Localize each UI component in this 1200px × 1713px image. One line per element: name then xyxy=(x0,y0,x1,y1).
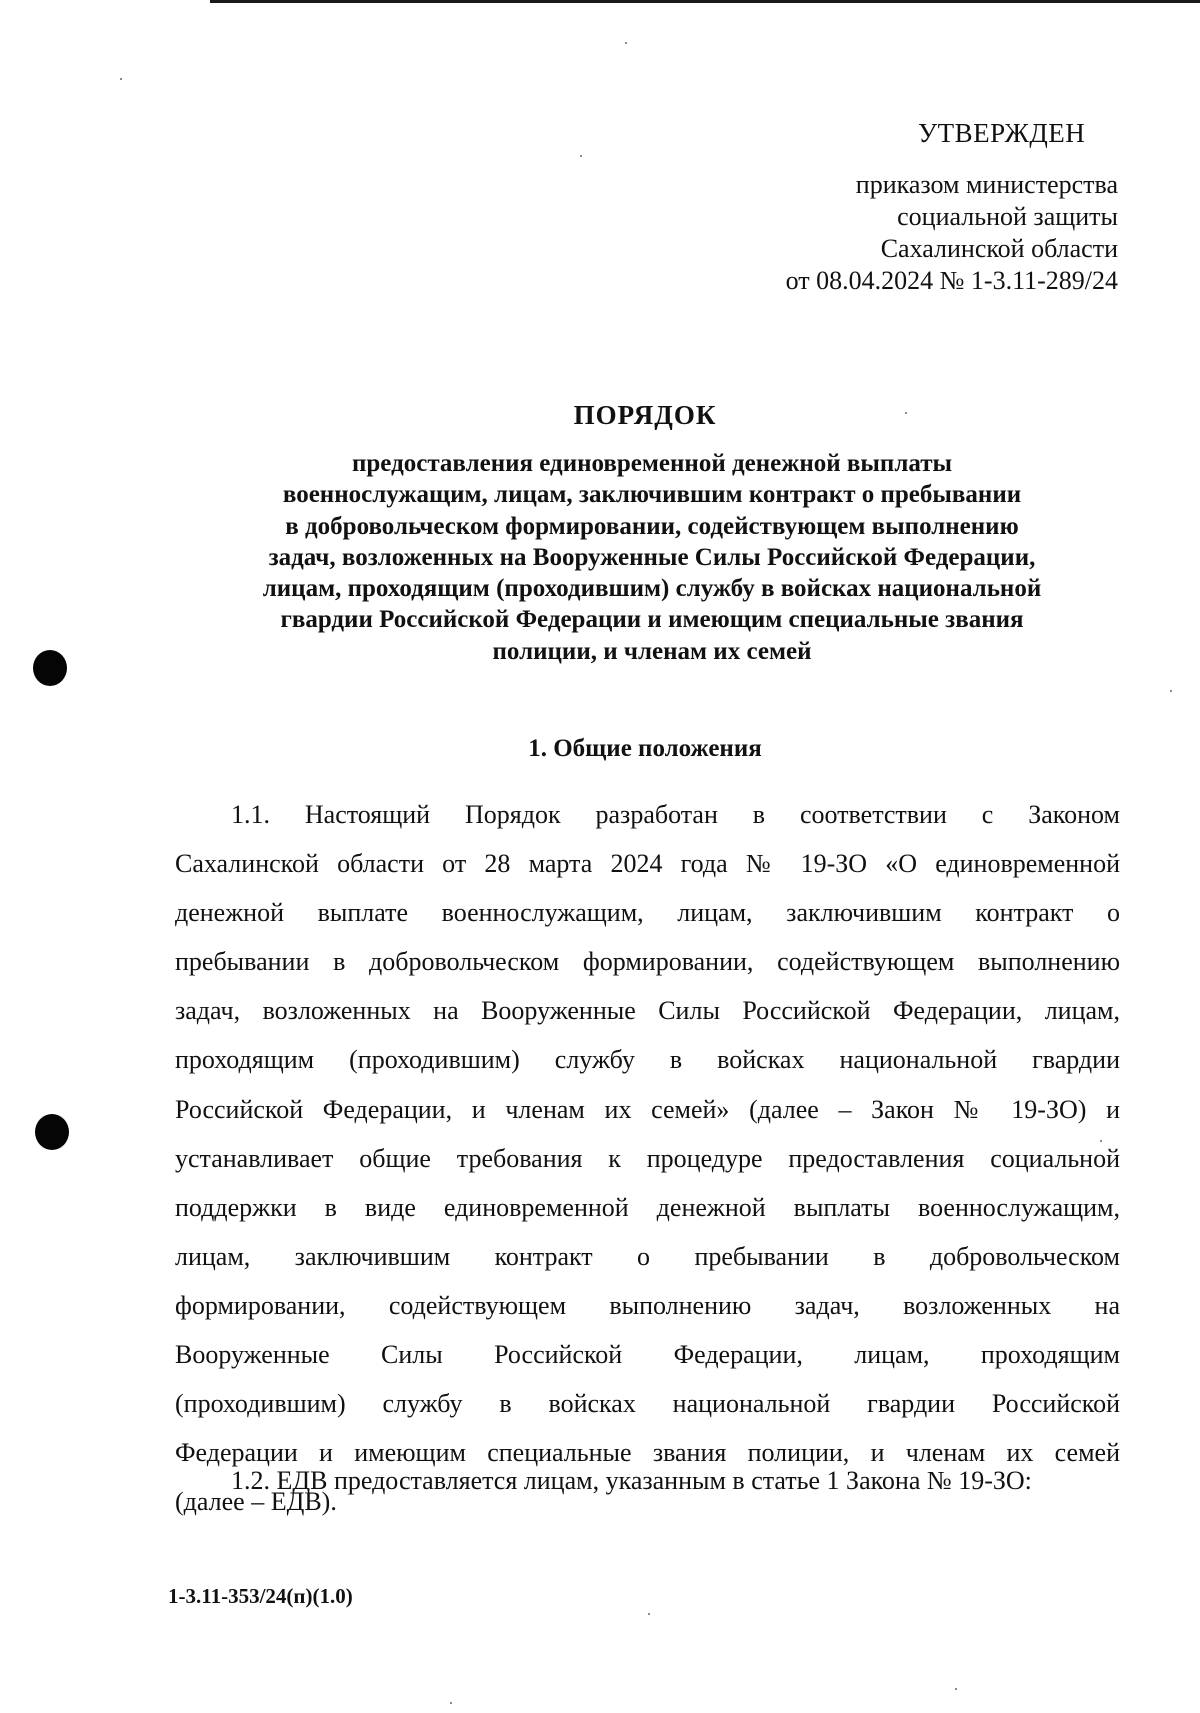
paragraph-line: 1.1. Настоящий Порядок разработан в соответствии с Законом xyxy=(231,800,1120,829)
paragraph-line: устанавливает общие требования к процедуре предоставления социальной xyxy=(175,1143,1120,1173)
paragraph-line: (далее – ЕДВ). xyxy=(175,1487,337,1517)
paragraph-line: формировании, содействующем выполнению задач, возложенных на xyxy=(175,1290,1120,1320)
approval-block xyxy=(786,169,1118,297)
scan-speck xyxy=(955,1688,957,1690)
subtitle-line: полиции, и членам их семей xyxy=(492,637,812,665)
subtitle-line: лицам, проходящим (проходившим) службу в войсках национальной xyxy=(262,575,1042,603)
scan-speck xyxy=(1170,690,1172,692)
paragraph-line: Федерации и имеющим специальные звания полиции, и членам их семей xyxy=(175,1438,1120,1468)
scan-speck xyxy=(648,1613,650,1615)
punch-hole-lower xyxy=(35,1114,69,1150)
paragraph-line: пребывании в добровольческом формировании, содействующем выполнению xyxy=(175,947,1120,977)
document-title: ПОРЯДОК xyxy=(573,400,717,430)
scan-speck xyxy=(120,78,122,80)
subtitle-line: гвардии Российской Федерации и имеющим специальные звания xyxy=(280,606,1024,634)
approval-order-number: от 08.04.2024 № 1-3.11-289/24 xyxy=(785,266,1118,295)
approval-line: социальной защиты xyxy=(897,202,1118,231)
approval-line: приказом министерства xyxy=(855,170,1118,199)
paragraph-line: (проходившим) службу в войсках национальной гвардии Российской xyxy=(175,1389,1120,1419)
subtitle-line: предоставления единовременной денежной выплаты xyxy=(352,450,952,477)
scan-speck xyxy=(580,155,582,157)
paragraph-line: проходящим (проходившим) службу в войсках национальной гвардии xyxy=(175,1045,1120,1075)
scan-top-border xyxy=(210,0,1200,3)
punch-hole-upper xyxy=(33,650,67,686)
paragraph-line: задач, возложенных на Вооруженные Силы Российской Федерации, лицам, xyxy=(175,996,1120,1026)
paragraph-line: Вооруженные Силы Российской Федерации, лицам, проходящим xyxy=(175,1340,1120,1370)
document-subtitle xyxy=(198,448,1106,667)
scan-speck xyxy=(625,42,627,44)
approval-line: Сахалинской области xyxy=(880,234,1118,263)
paragraph-line: Российской Федерации, и членам их семей» (далее – Закон № 19-ЗО) и xyxy=(175,1094,1120,1124)
subtitle-line: задач, возложенных на Вооруженные Силы Российской Федерации, xyxy=(268,543,1036,571)
document-registration-code: 1-3.11-353/24(п)(1.0) xyxy=(168,1584,353,1608)
paragraph-line: Сахалинской области от 28 марта 2024 года № 19-ЗО «О единовременной xyxy=(175,849,1120,879)
paragraph-line: поддержки в виде единовременной денежной выплаты военнослужащим, xyxy=(175,1192,1120,1222)
section-heading: 1. Общие положения xyxy=(528,735,762,762)
paragraph-line: лицам, заключившим контракт о пребывании в добровольческом xyxy=(175,1241,1120,1271)
paragraph-line: денежной выплате военнослужащим, лицам, заключившим контракт о xyxy=(175,898,1120,928)
scan-speck xyxy=(450,1702,452,1704)
paragraph-1-1 xyxy=(175,790,1120,1526)
approval-stamp-title: УТВЕРЖДЕН xyxy=(918,118,1086,148)
subtitle-line: военнослужащим, лицам, заключившим контракт о пребывании xyxy=(282,481,1022,509)
subtitle-line: в добровольческом формировании, содействующем выполнению xyxy=(285,512,1019,540)
paragraph-1-2: 1.2. ЕДВ предоставляется лицам, указанным в статье 1 Закона № 19-ЗО: xyxy=(231,1466,1032,1495)
